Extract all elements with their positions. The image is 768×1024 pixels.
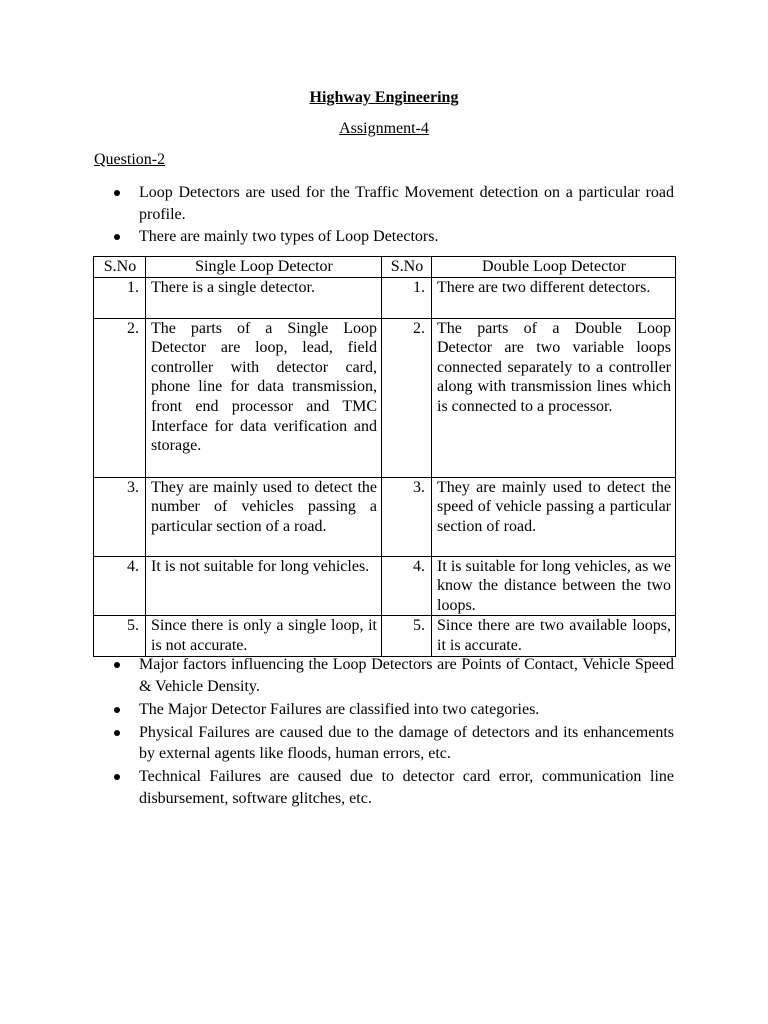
header-single-loop-detector: Single Loop Detector [146, 257, 382, 278]
double-sno-cell: 4. [382, 556, 432, 616]
single-sno-cell: 4. [94, 556, 146, 616]
comparison-table [93, 256, 676, 657]
single-loop-cell: The parts of a Single Loop Detector are loop, lead, field controller with detector card, phone line for data transmission, front end processor and TMC Interface for data verification and storage. [146, 318, 382, 477]
bullet-item [94, 654, 674, 697]
bullet-item [94, 766, 674, 809]
bullet-text: Physical Failures are caused due to the damage of detectors and its enhancements by external agents like floods, human errors, etc. [139, 723, 674, 762]
double-loop-cell: They are mainly used to detect the speed of vehicle passing a particular section of road. [432, 477, 676, 556]
double-loop-cell: There are two different detectors. [432, 277, 676, 318]
bullet-icon [114, 707, 120, 713]
bullet-icon [114, 234, 120, 240]
bullet-icon [114, 730, 120, 736]
table-row [94, 616, 676, 656]
intro-bullet-list [94, 182, 674, 248]
double-sno-cell: 5. [382, 616, 432, 656]
document-title [0, 88, 768, 108]
double-sno-cell: 3. [382, 477, 432, 556]
bullet-item [94, 722, 674, 765]
single-sno-cell: 2. [94, 318, 146, 477]
assignment-heading-text: Assignment-4 [339, 120, 429, 137]
table-row [94, 277, 676, 318]
header-double-loop-detector: Double Loop Detector [432, 257, 676, 278]
bullet-item [94, 182, 674, 225]
table-row [94, 556, 676, 616]
bullet-icon [114, 190, 120, 196]
closing-bullet-list [94, 654, 674, 811]
assignment-heading [0, 119, 768, 139]
bullet-text: There are mainly two types of Loop Detectors. [139, 227, 439, 245]
question-heading-text: Question-2 [94, 151, 166, 168]
bullet-text: The Major Detector Failures are classified into two categories. [139, 700, 540, 718]
single-sno-cell: 5. [94, 616, 146, 656]
header-sno-single: S.No [94, 257, 146, 278]
single-loop-cell: Since there is only a single loop, it is not accurate. [146, 616, 382, 656]
single-sno-cell: 3. [94, 477, 146, 556]
double-sno-cell: 1. [382, 277, 432, 318]
double-loop-cell: The parts of a Double Loop Detector are two variable loops connected separately to a controller along with transmission lines which is connected to a processor. [432, 318, 676, 477]
bullet-text: Major factors influencing the Loop Detectors are Points of Contact, Vehicle Speed & Vehicle Density. [139, 656, 674, 695]
bullet-icon [114, 774, 120, 780]
question-heading [94, 150, 165, 170]
double-loop-cell: It is suitable for long vehicles, as we know the distance between the two loops. [432, 556, 676, 616]
bullet-icon [114, 662, 120, 668]
single-loop-cell: It is not suitable for long vehicles. [146, 556, 382, 616]
document-title-text: Highway Engineering [309, 89, 459, 106]
single-loop-cell: They are mainly used to detect the number of vehicles passing a particular section of a road. [146, 477, 382, 556]
bullet-text: Technical Failures are caused due to detector card error, communication line disbursement, software glitches, etc. [139, 768, 674, 807]
table-row [94, 318, 676, 477]
bullet-item [94, 226, 674, 248]
single-sno-cell: 1. [94, 277, 146, 318]
bullet-text: Loop Detectors are used for the Traffic Movement detection on a particular road profile. [139, 184, 674, 223]
double-loop-cell: Since there are two available loops, it is accurate. [432, 616, 676, 656]
double-sno-cell: 2. [382, 318, 432, 477]
bullet-item [94, 699, 674, 721]
header-sno-double: S.No [382, 257, 432, 278]
single-loop-cell: There is a single detector. [146, 277, 382, 318]
table-header-row [94, 257, 676, 278]
table-row [94, 477, 676, 556]
